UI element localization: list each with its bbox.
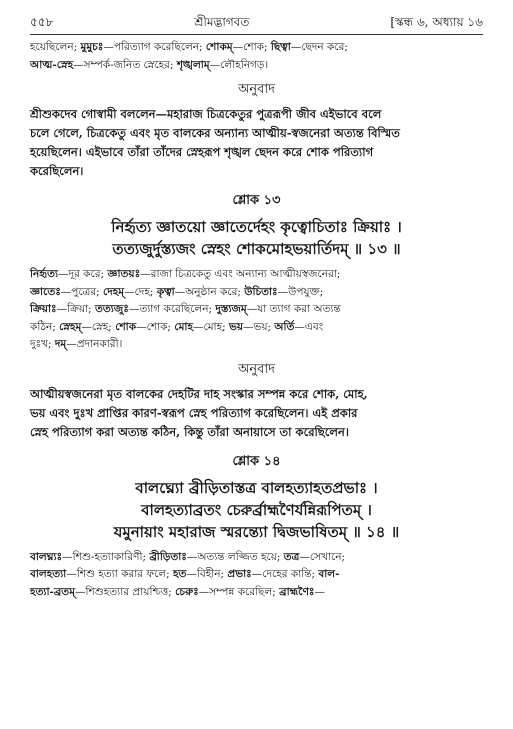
gloss-text: —শিশু হত্যা করার ফলে; <box>66 568 173 580</box>
gloss-text: —উপযুক্ত; <box>277 285 324 298</box>
wbw-line <box>30 266 483 284</box>
sanskrit-term: মোহ <box>174 320 193 333</box>
sanskrit-term: মুমুচঃ <box>80 41 104 53</box>
book-title: শ্রীমদ্ভাগবত <box>194 15 250 29</box>
sanskrit-term: ছিত্বা <box>270 41 291 53</box>
gloss-text: —পরিত্যাগ করেছিলেন; <box>103 41 206 53</box>
header-rule <box>30 34 483 35</box>
wbw-line <box>30 319 483 337</box>
sanskrit-term: ব্রীড়িতাঃ <box>149 550 187 563</box>
sanskrit-term: বাল- <box>318 568 340 580</box>
sanskrit-term: আত্ম-স্নেহ <box>30 58 74 71</box>
wbw-line <box>30 566 483 584</box>
gloss-text: —দেহের কান্তি; <box>251 568 319 580</box>
wbw-line <box>30 284 483 302</box>
sanskrit-term: তত্যজুঃ <box>95 303 129 315</box>
gloss-text: —ত্যাগ করেছিলেন; <box>128 303 216 315</box>
translation-line: আত্মীয়স্বজনেরা মৃত বালকের দেহটির দাহ সংস্কার সম্পন্ন করে শোক, মোহ, <box>30 386 368 401</box>
gloss-text: —প্রদানকারী। <box>66 338 123 350</box>
translation-line: শ্রীশুকদেব গোস্বামী বললেন—মহারাজ চিত্রকেতুর পুত্ররূপী জীব এইভাবে বলে <box>30 107 382 121</box>
gloss-text: —বিহীন; <box>186 568 228 580</box>
wbw-line <box>30 301 483 319</box>
sanskrit-term: শোক <box>115 320 137 333</box>
gloss-text: —অনুষ্ঠান করে; <box>174 285 245 298</box>
gloss-text: —দূর করে; <box>58 268 108 280</box>
gloss-text: —এবং <box>294 320 324 333</box>
sanskrit-term: জ্ঞাতয়ঃ <box>107 268 141 280</box>
translation-line: ভয় এবং দুঃখ প্রাপ্তির কারণ-স্বরূপ স্নেহ পরিত্যাগ করেছিলেন। এই প্রকার <box>30 405 358 420</box>
gloss-text: —শিশু-হত্যাকারিণী; <box>62 550 150 563</box>
verse-text <box>30 477 483 543</box>
sanskrit-term: হত্যা-ব্রতম্ <box>30 585 76 598</box>
sanskrit-term: শোকম্ <box>205 41 233 53</box>
sanskrit-term: কৃত্বা <box>156 285 175 298</box>
gloss-text: —পুত্রের; <box>60 285 104 298</box>
gloss-text: —ছেদন করে; <box>290 41 348 53</box>
gloss-text: —যা ত্যাগ করা অত্যন্ত <box>246 303 341 315</box>
translation-line: হয়েছিলেন। এইভাবে তাঁরা তাঁদের স্নেহরূপ শৃঙ্খল ছেদন করে শোক পরিত্যাগ <box>30 145 374 159</box>
sanskrit-term: স্নেহম্ <box>59 320 82 333</box>
gloss-text: —অত্যন্ত লজ্জিত হয়ে; <box>186 550 284 563</box>
sanskrit-term: বালঘ্ন্যঃ <box>30 550 63 563</box>
verse-line: যমুনায়াং মহারাজ স্মরন্ত্যো দ্বিজভাষিতম্ ॥ ১৪ ॥ <box>113 522 400 541</box>
gloss-text: হয়েছিলেন; <box>30 41 81 53</box>
gloss-text: —সম্পন্ন করেছিল; <box>198 585 280 598</box>
gloss-text: —ক্রিয়া; <box>56 303 96 315</box>
sanskrit-term: প্রভাঃ <box>227 568 252 580</box>
translation-line: চলে গেলে, চিত্রকেতু এবং মৃত বালকের অন্যান্য আত্মীয়-স্বজনেরা অত্যন্ত বিস্মিত <box>30 126 400 140</box>
sanskrit-term: উচিতাঃ <box>244 285 278 298</box>
sanskrit-term: ভয় <box>229 320 244 333</box>
gloss-text: —দেহ; <box>124 285 157 298</box>
sanskrit-term: হত <box>173 568 187 580</box>
gloss-text: —রাজা চিত্রকেতু এবং অন্যান্য আত্মীয়স্বজনেরা; <box>140 268 341 280</box>
translation-heading: অনুবাদ <box>238 82 275 97</box>
word-for-word <box>30 266 483 354</box>
gloss-text: —ভয়; <box>243 320 275 333</box>
wbw-line <box>30 39 483 57</box>
sanskrit-term: শৃঙ্খলাম্ <box>176 58 210 71</box>
translation-paragraph <box>30 105 483 181</box>
gloss-text: দুঃখ; <box>30 338 55 350</box>
gloss-text: —সম্পর্ক-জনিত স্নেহের; <box>73 58 177 71</box>
verse-line: তত্যজুর্দুস্ত্যজং স্নেহং শোকমোহভয়ার্তিদম্ ॥ ১৩ ॥ <box>112 240 401 258</box>
gloss-text: —শোক; <box>232 41 271 53</box>
gloss-text: —মোহ; <box>192 320 229 333</box>
sanskrit-term: দেহম্ <box>103 285 125 298</box>
wbw-line <box>30 336 483 354</box>
wbw-line <box>30 549 483 567</box>
sanskrit-term: তত্র <box>283 550 300 563</box>
sanskrit-term: বালহত্যা <box>30 568 67 580</box>
translation-line: স্নেহ পরিত্যাগ করা অত্যন্ত কঠিন, কিন্তু তাঁরা অনায়াসে তা করেছিলেন। <box>30 424 349 439</box>
chapter-reference: [স্কন্ধ ৬, অধ্যায় ১৬ <box>390 15 483 29</box>
word-for-word <box>30 549 483 602</box>
verse-text <box>30 216 483 260</box>
word-for-word-top <box>30 39 483 74</box>
running-header <box>30 14 483 34</box>
sanskrit-term: ব্রাহ্মণৈঃ <box>279 585 315 598</box>
gloss-text: —স্নেহ; <box>81 320 116 333</box>
gloss-text: —লৌহনিগড়। <box>209 58 269 71</box>
verse-line: নির্হৃত্য জ্ঞাতয়ো জ্ঞাতের্দেহং কৃত্বোচিতাঃ ক্রিয়াঃ । <box>111 218 402 236</box>
verse-heading: শ্লোক ১৩ <box>232 193 281 208</box>
sanskrit-term: চেরুঃ <box>175 585 199 598</box>
verse-line: বালঘ্ন্যো ব্রীড়িতাস্তত্র বালহত্যাহতপ্রভাঃ । <box>135 478 378 497</box>
wbw-line <box>30 584 483 602</box>
gloss-text: কঠিন; <box>30 320 60 333</box>
gloss-text: —শিশুহত্যার প্রায়শ্চিত্ত; <box>75 585 176 598</box>
page-number: ৫৫৮ <box>30 15 54 29</box>
sanskrit-term: দুস্ত্যজম্ <box>215 303 247 315</box>
verse-line: বালহত্যাব্রতং চেরুর্ব্রাহ্মণৈর্যন্নিরূপিতম্ । <box>141 500 372 519</box>
wbw-line <box>30 57 483 75</box>
gloss-text: —সেখানে; <box>299 550 346 563</box>
gloss-text: —শোক; <box>136 320 175 333</box>
sanskrit-term: দম্ <box>54 338 67 350</box>
sanskrit-term: নির্হৃত্য <box>30 268 59 280</box>
sanskrit-term: জ্ঞাতেঃ <box>30 285 61 298</box>
translation-paragraph <box>30 385 483 442</box>
gloss-text: — <box>314 585 326 598</box>
translation-line: করেছিলেন। <box>30 164 84 178</box>
translation-heading: অনুবাদ <box>238 361 275 377</box>
verse-heading: শ্লোক ১৪ <box>232 453 281 469</box>
sanskrit-term: অর্তি <box>274 320 295 333</box>
sanskrit-term: ক্রিয়াঃ <box>30 303 57 315</box>
